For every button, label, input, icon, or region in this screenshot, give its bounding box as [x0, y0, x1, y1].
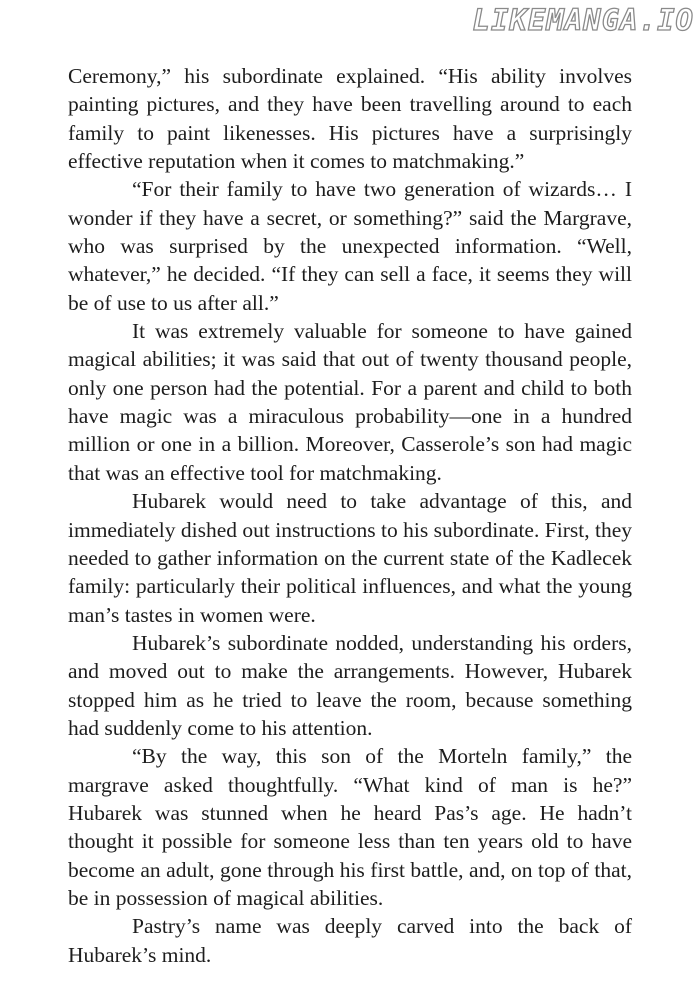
- paragraph-3: It was extremely valuable for someone to have gained magical abilities; it was said that out of twenty thousand people, only one person had the potential. For a parent and child to both have magic was a miraculous probability—one in a hundred million or one in a billion. Moreover, Casserole’s son had magic that was an effective tool for matchmaking.: [68, 319, 632, 485]
- paragraph-4: Hubarek would need to take advantage of this, and immediately dished out instructions to his subordinate. First, they needed to gather information on the current state of the Kadlecek family: particularly their political influences, and what the young man’s tastes in women were.: [68, 489, 632, 627]
- paragraph-7: Pastry’s name was deeply carved into the back of Hubarek’s mind.: [68, 914, 632, 967]
- paragraph-5: Hubarek’s subordinate nodded, understanding his orders, and moved out to make the arrangements. However, Hubarek stopped him as he tried to leave the room, because something had suddenly come to his attention.: [68, 630, 632, 740]
- site-logo-watermark: LIKEMANGA.IO: [472, 3, 694, 37]
- page-text: [68, 62, 632, 969]
- paragraph-1: Ceremony,” his subordinate explained. “His ability involves painting pictures, and they have been travelling around to each family to paint likenesses. His pictures have a surprisingly effective reputation when it comes to matchmaking.”: [68, 64, 632, 174]
- paragraph-2: “For their family to have two generation of wizards… I wonder if they have a secret, or something?” said the Margrave, who was surprised by the unexpected information. “Well, whatever,” he decided. “If they can sell a face, it seems they will be of use to us after all.”: [68, 177, 632, 315]
- paragraph-6: “By the way, this son of the Morteln family,” the margrave asked thoughtfully. “What kind of man is he?” Hubarek was stunned when he heard Pas’s age. He hadn’t thought it possible for someone less than ten years old to have become an adult, gone through his first battle, and, on top of that, be in possession of magical abilities.: [68, 744, 632, 910]
